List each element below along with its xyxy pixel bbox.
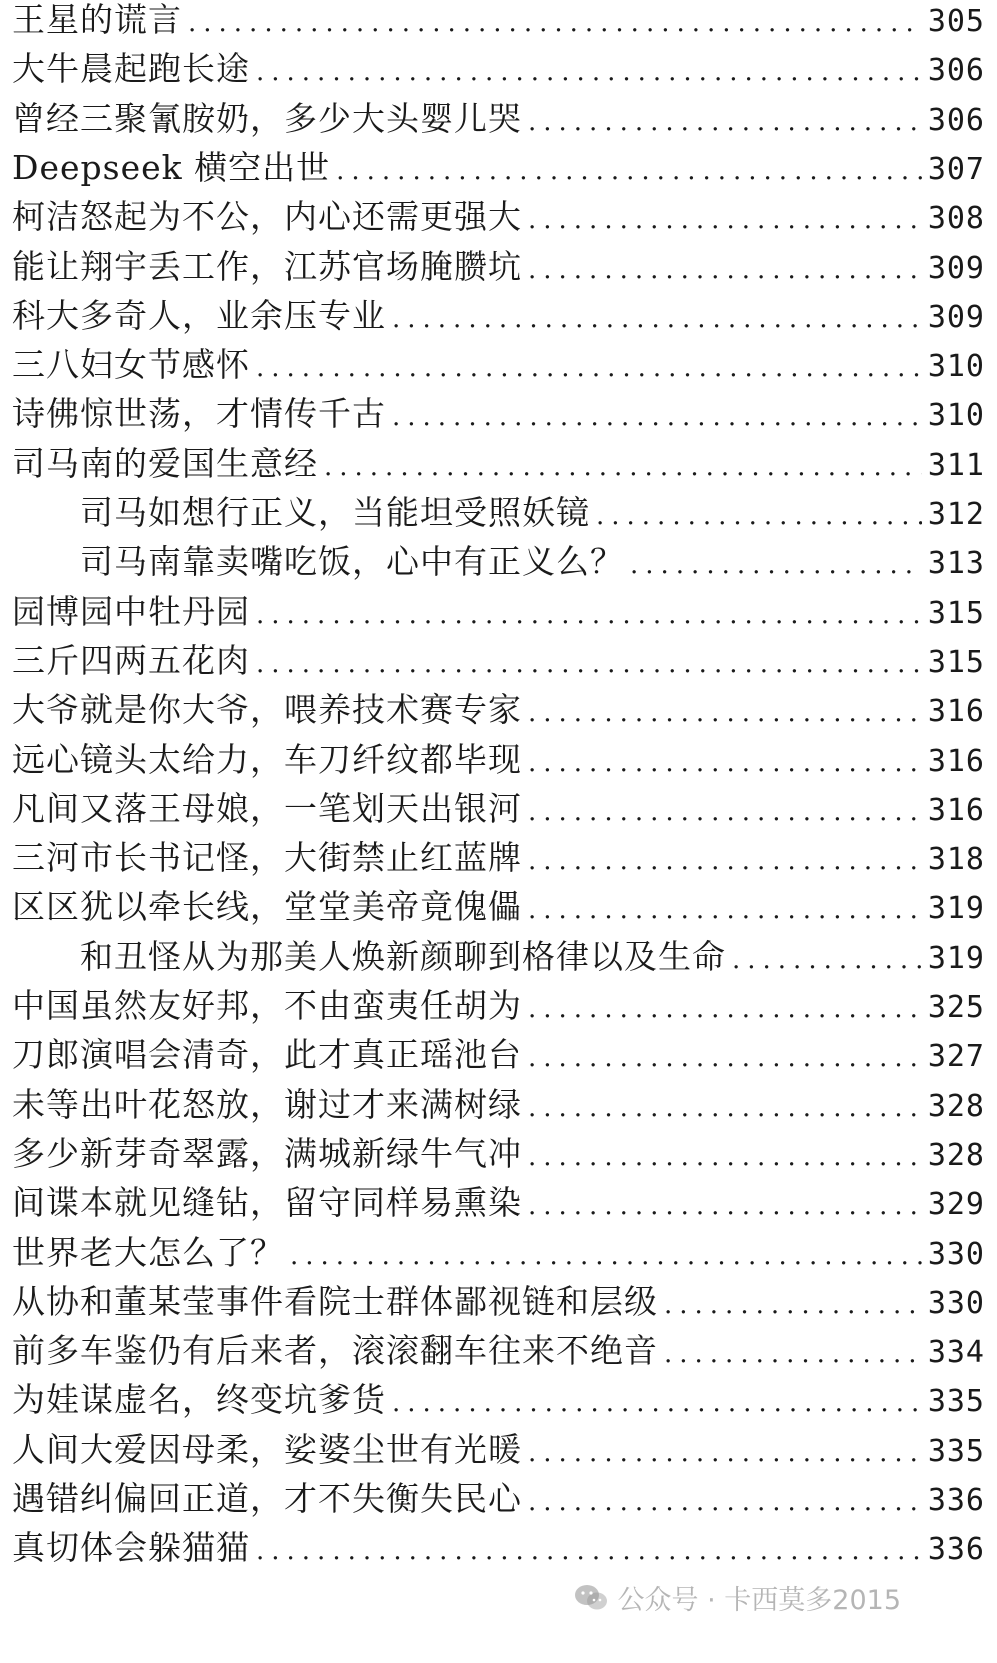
toc-dot-leader bbox=[528, 737, 922, 789]
toc-entry[interactable] bbox=[12, 43, 985, 95]
toc-entry[interactable] bbox=[12, 734, 985, 786]
toc-dot-leader bbox=[528, 1180, 922, 1232]
toc-entry[interactable] bbox=[12, 1128, 985, 1180]
toc-dot-leader bbox=[324, 441, 922, 493]
toc-dot-leader bbox=[290, 1230, 922, 1282]
toc-entry[interactable] bbox=[80, 536, 985, 588]
toc-entry-title: 诗佛惊世荡，才情传千古 bbox=[12, 394, 386, 434]
toc-entry-page: 306 bbox=[927, 102, 985, 138]
toc-entry-page: 319 bbox=[927, 891, 985, 927]
toc-entry-title: 科大多奇人，业余压专业 bbox=[12, 295, 386, 335]
toc-entry[interactable] bbox=[12, 241, 985, 293]
toc-entry-title: 司马南的爱国生意经 bbox=[12, 443, 318, 483]
toc-dot-leader bbox=[528, 786, 922, 838]
toc-entry-page: 310 bbox=[927, 398, 985, 434]
toc-entry[interactable] bbox=[12, 783, 985, 835]
toc-entry-title: 未等出叶花怒放，谢过才来满树绿 bbox=[12, 1084, 522, 1124]
toc-entry-page: 327 bbox=[927, 1039, 985, 1075]
toc-entry-page: 308 bbox=[927, 201, 985, 237]
toc-entry-page: 336 bbox=[927, 1483, 985, 1518]
toc-dot-leader bbox=[528, 1032, 922, 1084]
toc-entry-page: 330 bbox=[927, 1285, 985, 1321]
toc-dot-leader bbox=[336, 145, 922, 197]
toc-dot-leader bbox=[256, 1525, 922, 1577]
toc-entry-page: 316 bbox=[927, 792, 985, 828]
toc-entry-page: 334 bbox=[927, 1335, 985, 1371]
toc-entry-title: 从协和董某莹事件看院士群体鄙视链和层级 bbox=[12, 1281, 658, 1321]
toc-entry[interactable] bbox=[12, 684, 985, 736]
toc-entry-page: 328 bbox=[927, 1137, 985, 1173]
toc-entry-title: Deepseek 横空出世 bbox=[12, 147, 331, 187]
toc-entry-title: 曾经三聚氰胺奶，多少大头婴儿哭 bbox=[12, 98, 522, 138]
toc-dot-leader bbox=[528, 1131, 922, 1183]
toc-dot-leader bbox=[630, 539, 922, 591]
toc-entry-title: 间谍本就见缝钻，留守同样易熏染 bbox=[12, 1183, 522, 1223]
toc-dot-leader bbox=[256, 46, 922, 98]
toc-entry-page: 325 bbox=[927, 990, 985, 1025]
toc-dot-leader bbox=[732, 934, 922, 986]
toc-entry-title: 前多车鉴仍有后来者，滚滚翻车往来不绝音 bbox=[12, 1331, 658, 1371]
toc-entry-title: 世界老大怎么了？ bbox=[12, 1232, 284, 1272]
toc-entry-page: 306 bbox=[927, 53, 985, 89]
toc-entry[interactable] bbox=[12, 1522, 985, 1574]
toc-entry[interactable] bbox=[12, 881, 985, 933]
toc-entry-page: 319 bbox=[927, 940, 985, 976]
toc-dot-leader bbox=[528, 1082, 922, 1134]
toc-entry-title: 区区犹以牵长线，堂堂美帝竟傀儡 bbox=[12, 887, 522, 927]
toc-entry-page: 316 bbox=[927, 694, 985, 730]
toc-entry-page: 309 bbox=[927, 250, 985, 286]
toc-entry-title: 柯洁怒起为不公，内心还需更强大 bbox=[12, 197, 522, 237]
toc-entry-page: 311 bbox=[927, 447, 985, 483]
toc-entry[interactable] bbox=[12, 1276, 985, 1328]
toc-dot-leader bbox=[664, 1279, 922, 1331]
toc-entry-page: 307 bbox=[927, 151, 985, 187]
toc-dot-leader bbox=[528, 983, 922, 1035]
toc-entry-page: 318 bbox=[927, 842, 985, 878]
toc-entry-title: 司马南靠卖嘴吃饭，心中有正义么？ bbox=[80, 542, 624, 582]
toc-dot-leader bbox=[528, 194, 922, 246]
toc-entry-title: 大牛晨起跑长途 bbox=[12, 49, 250, 89]
toc-entry-page: 329 bbox=[927, 1187, 985, 1223]
toc-entry-page: 330 bbox=[927, 1236, 985, 1272]
toc-dot-leader bbox=[256, 342, 922, 394]
toc-dot-leader bbox=[528, 884, 922, 936]
toc-dot-leader bbox=[256, 638, 922, 690]
toc-entry[interactable] bbox=[12, 339, 985, 391]
toc-dot-leader bbox=[528, 1476, 922, 1528]
toc-entry[interactable] bbox=[12, 832, 985, 884]
wechat-icon bbox=[574, 1584, 608, 1612]
toc-entry-page: 316 bbox=[927, 743, 985, 779]
toc-entry[interactable] bbox=[12, 1374, 985, 1426]
toc-entry[interactable] bbox=[12, 388, 985, 440]
toc-entry-page: 335 bbox=[927, 1384, 985, 1420]
toc-entry[interactable] bbox=[12, 635, 985, 687]
toc-entry[interactable] bbox=[80, 931, 985, 983]
toc-entry-page: 336 bbox=[927, 1532, 985, 1568]
toc-dot-leader bbox=[596, 490, 922, 542]
toc-entry[interactable] bbox=[12, 586, 985, 638]
toc-entry-title: 刀郎演唱会清奇，此才真正瑶池台 bbox=[12, 1035, 522, 1075]
toc-entry-page: 335 bbox=[927, 1433, 985, 1469]
toc-entry[interactable] bbox=[12, 1029, 985, 1081]
toc-entry-title: 三斤四两五花肉 bbox=[12, 640, 250, 680]
toc-dot-leader bbox=[188, 0, 922, 49]
toc-entry-title: 凡间又落王母娘，一笔划天出银河 bbox=[12, 788, 522, 828]
toc-dot-leader bbox=[256, 589, 922, 641]
toc-entry-page: 315 bbox=[927, 595, 985, 631]
toc-entry-title: 能让翔宇丢工作，江苏官场腌臜坑 bbox=[12, 246, 522, 286]
toc-dot-leader bbox=[528, 96, 922, 148]
toc-entry[interactable] bbox=[12, 1325, 985, 1377]
toc-entry-title: 园博园中牡丹园 bbox=[12, 591, 250, 631]
toc-entry[interactable] bbox=[12, 1079, 985, 1131]
toc-entry-page: 315 bbox=[927, 644, 985, 680]
toc-entry-title: 遇错纠偏回正道，才不失衡失民心 bbox=[12, 1479, 522, 1518]
toc-entry-title: 人间大爱因母柔，娑婆尘世有光暖 bbox=[12, 1429, 522, 1469]
toc-entry-page: 310 bbox=[927, 349, 985, 385]
toc-entry-title: 远心镜头太给力，车刀纤纹都毕现 bbox=[12, 739, 522, 779]
toc-entry[interactable] bbox=[12, 1424, 985, 1476]
toc-entry-title: 王星的谎言 bbox=[12, 0, 182, 39]
toc-entry[interactable] bbox=[12, 93, 985, 145]
toc-entry-title: 司马如想行正义，当能坦受照妖镜 bbox=[80, 493, 590, 532]
toc-entry[interactable] bbox=[12, 980, 985, 1032]
toc-entry[interactable] bbox=[12, 142, 985, 194]
toc-dot-leader bbox=[528, 244, 922, 296]
toc-entry-page: 328 bbox=[927, 1088, 985, 1124]
toc-entry[interactable] bbox=[12, 1473, 985, 1525]
toc-entry-title: 中国虽然友好邦，不由蛮夷任胡为 bbox=[12, 986, 522, 1025]
toc-entry-title: 大爷就是你大爷，喂养技术赛专家 bbox=[12, 690, 522, 730]
toc-entry-title: 为娃谋虚名，终变坑爹货 bbox=[12, 1380, 386, 1420]
toc-entry[interactable] bbox=[12, 438, 985, 490]
toc-entry[interactable] bbox=[12, 1227, 985, 1279]
toc-dot-leader bbox=[392, 293, 922, 345]
watermark-text: 公众号 · 卡西莫多2015 bbox=[617, 1585, 901, 1616]
toc-entry-title: 三河市长书记怪，大街禁止红蓝牌 bbox=[12, 838, 522, 878]
toc-entry-page: 309 bbox=[927, 299, 985, 335]
toc-entry-page: 312 bbox=[927, 497, 985, 532]
toc-entry-page: 305 bbox=[927, 4, 985, 39]
toc-dot-leader bbox=[528, 1427, 922, 1479]
toc-dot-leader bbox=[528, 687, 922, 739]
watermark bbox=[574, 1578, 901, 1617]
toc-entry-title: 和丑怪从为那美人焕新颜聊到格律以及生命 bbox=[80, 936, 726, 976]
toc-dot-leader bbox=[392, 1377, 922, 1429]
toc-entry-title: 多少新芽奇翠露，满城新绿牛气冲 bbox=[12, 1133, 522, 1173]
toc-entry-title: 三八妇女节感怀 bbox=[12, 345, 250, 385]
toc-dot-leader bbox=[528, 835, 922, 887]
toc-entry[interactable] bbox=[12, 191, 985, 243]
toc-dot-leader bbox=[392, 391, 922, 443]
toc-entry-title: 真切体会躲猫猫 bbox=[12, 1528, 250, 1568]
toc-entry[interactable] bbox=[80, 487, 985, 539]
toc-entry[interactable] bbox=[12, 1177, 985, 1229]
toc-entry[interactable] bbox=[12, 290, 985, 342]
toc-dot-leader bbox=[664, 1328, 922, 1380]
toc-entry[interactable] bbox=[12, 0, 985, 46]
toc-entry-page: 313 bbox=[927, 546, 985, 582]
